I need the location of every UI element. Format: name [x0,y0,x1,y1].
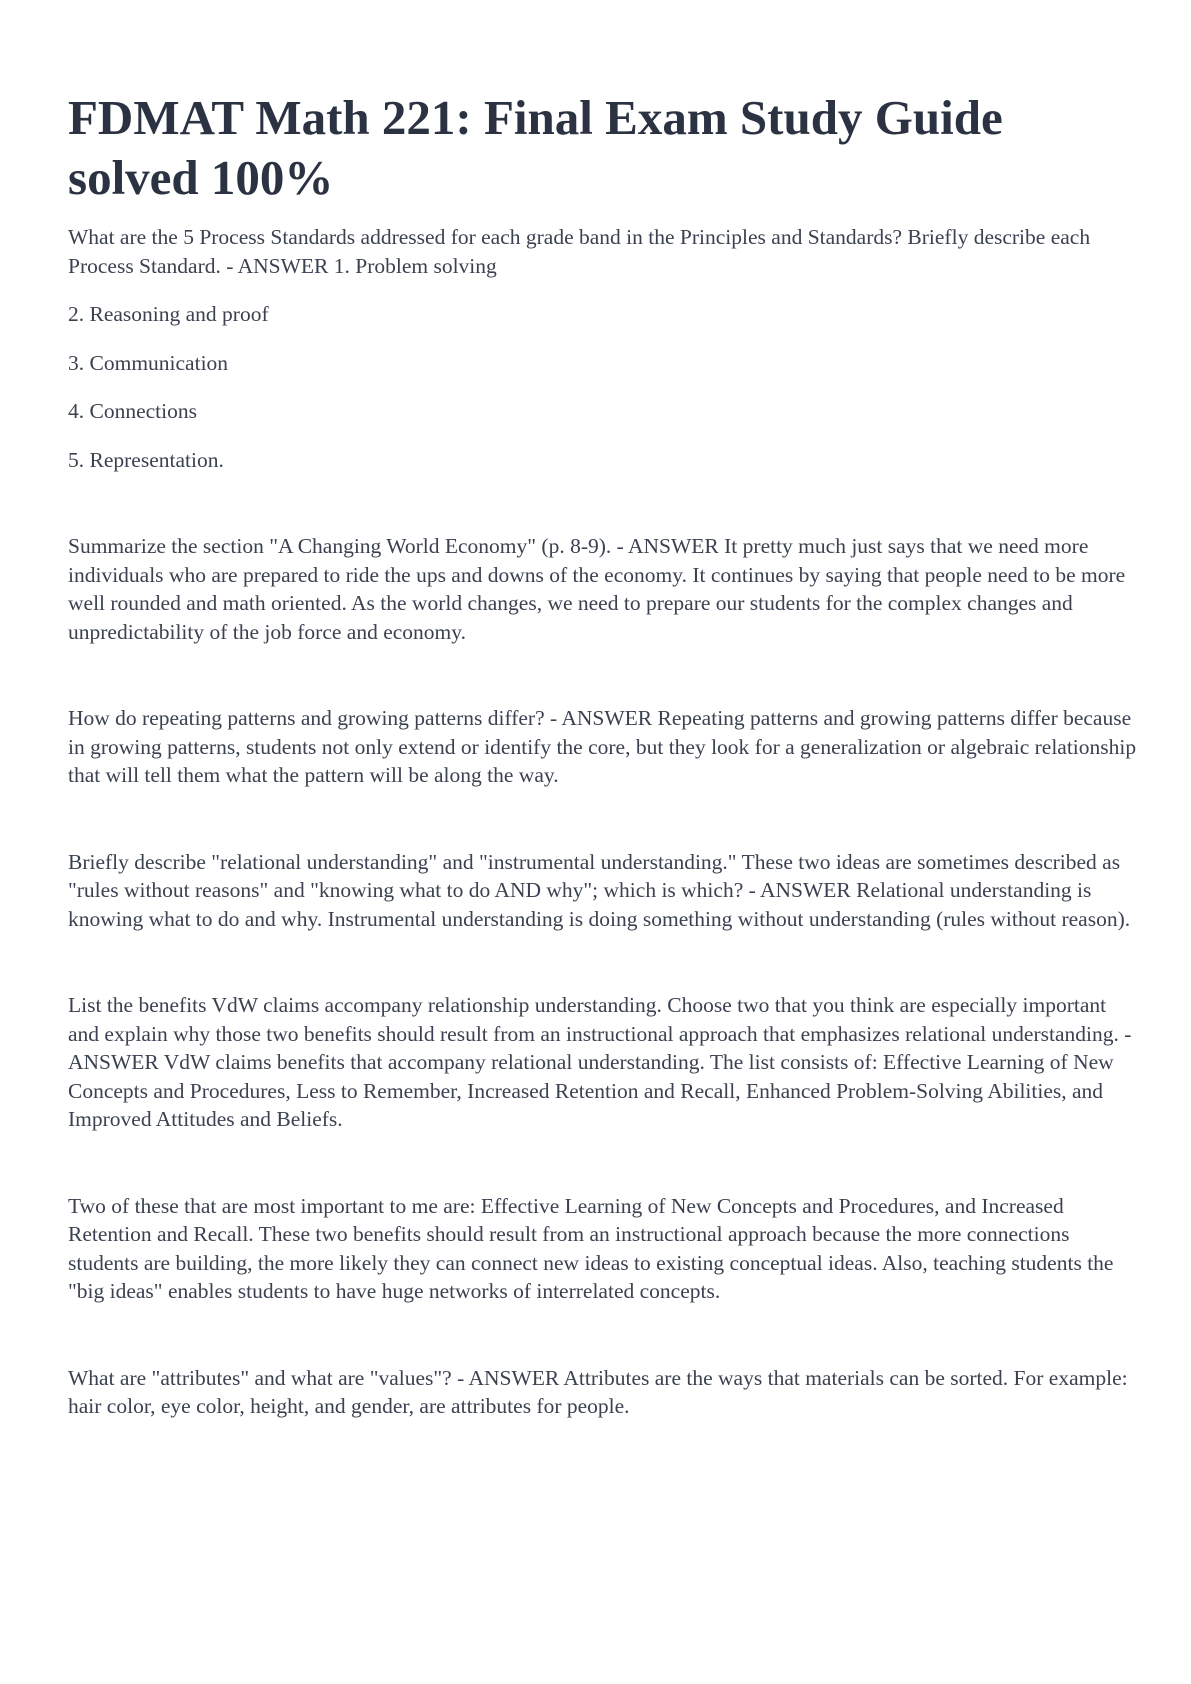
spacer [68,280,1138,300]
spacer [68,790,1138,848]
spacer [68,426,1138,446]
spacer [68,1306,1138,1364]
list-item-reasoning: 2. Reasoning and proof [68,302,269,326]
question-patterns: How do repeating patterns and growing patterns differ? - ANSWER Repeating patterns and growing patterns differ because in growing patterns, students not only extend or identify the core, but they look for a generalization or algebraic relationship that will tell them what the pattern will be along the way. [68,706,1137,787]
question-vdw-benefits: List the benefits VdW claims accompany relationship understanding. Choose two that you think are especially important and explain why those two benefits should result from an instructional approach that emphasizes relational understanding. - ANSWER VdW claims benefits that accompany relational understanding. The list consists of: Effective Learning of New Concepts and Procedures, Less to Remember, Increased Retention and Recall, Enhanced Problem-Solving Abilities, and Improved Attitudes and Beliefs. [68,993,1132,1131]
spacer [68,1134,1138,1192]
document-page [68,0,1138,1421]
question-world-economy: Summarize the section "A Changing World Economy" (p. 8-9). - ANSWER It pretty much just says that we need more individuals who are prepared to ride the ups and downs of the economy. It continues by saying that people need to be more well rounded and math oriented. As the world changes, we need to prepare our students for the complex changes and unpredictability of the job force and economy. [68,534,1126,644]
answer-two-benefits: Two of these that are most important to me are: Effective Learning of New Concepts and Procedures, and Increased Retention and Recall. These two benefits should result from an instructional approach because the more connections students are building, the more likely they can connect new ideas to existing conceptual ideas. Also, teaching students the "big ideas" enables students to have huge networks of interrelated concepts. [68,1193,1114,1303]
document-title: FDMAT Math 221: Final Exam Study Guide solved 100% [68,90,1003,205]
question-process-standards: What are the 5 Process Standards addressed for each grade band in the Principles and Standards? Briefly describe each Process Standard. - ANSWER 1. Problem solving [68,225,1091,278]
question-understanding: Briefly describe "relational understanding" and "instrumental understanding." These two ideas are sometimes described as "rules without reasons" and "knowing what to do AND why"; which is which? - ANSWER Relational understanding is knowing what to do and why. Instrumental understanding is doing something without understanding (rules without reason). [68,849,1131,931]
list-item-connections: 4. Connections [68,399,197,423]
spacer [68,646,1138,704]
spacer [68,933,1138,991]
spacer [68,377,1138,397]
list-item-communication: 3. Communication [68,350,229,375]
spacer [68,329,1138,349]
spacer [68,474,1138,532]
question-attributes-values: What are "attributes" and what are "values"? - ANSWER Attributes are the ways that materials can be sorted. For example: hair color, eye color, height, and gender, are attributes for people. [68,1365,1128,1418]
list-item-representation: 5. Representation. [68,447,224,472]
